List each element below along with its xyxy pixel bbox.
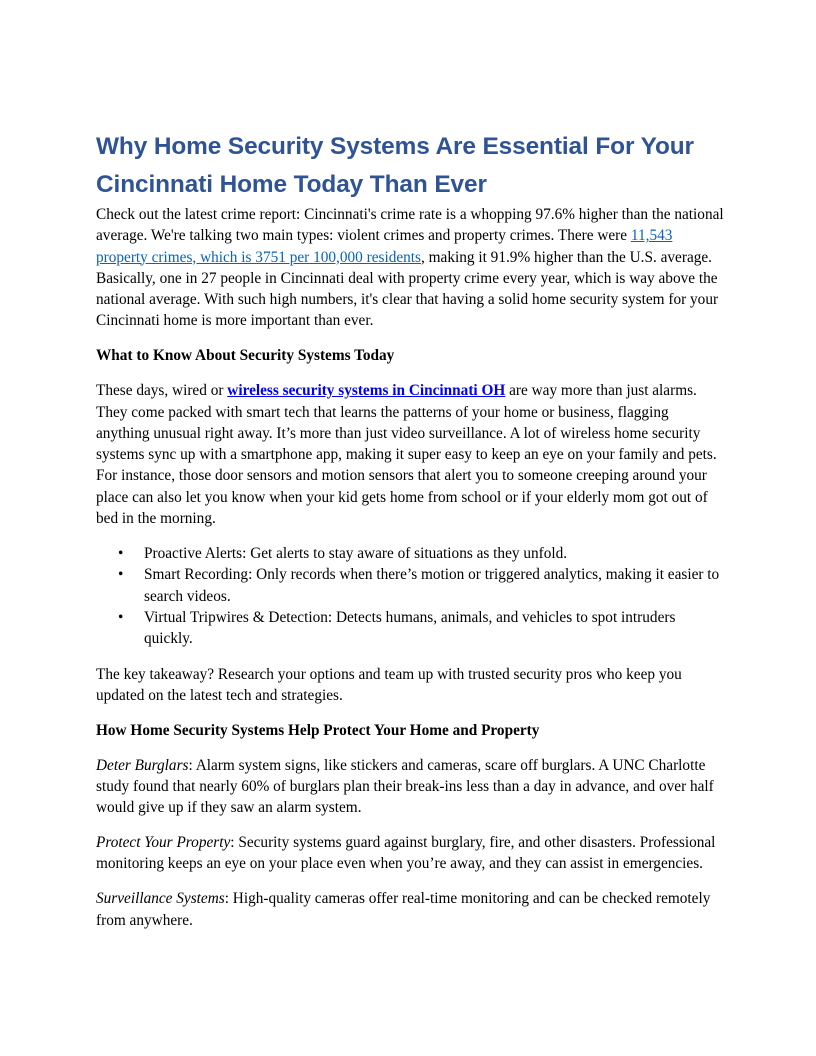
title-line-1: Why Home Security Systems Are Essential For Your — [96, 133, 694, 160]
list-item-text: Proactive Alerts: Get alerts to stay aware of situations as they unfold. — [144, 545, 568, 563]
benefit-paragraph-protect — [96, 832, 724, 875]
section-heading-security-today: What to Know About Security Systems Today — [96, 347, 395, 365]
document-page — [96, 128, 724, 945]
feature-list — [96, 543, 724, 649]
wireless-security-link[interactable]: wireless security systems in Cincinnati OH — [227, 382, 506, 400]
document-title — [96, 128, 724, 204]
list-item-text: Smart Recording: Only records when there’s motion or triggered analytics, making it easier to search videos. — [144, 566, 720, 605]
benefit-term: Surveillance Systems — [96, 890, 225, 908]
security-text-after-link: are way more than just alarms. They come packed with smart tech that learns the patterns of your home or business, flagging anything unusual right away. It’s more than just video surveillance. A lot of wireless home security systems sync up with a smartphone app, making it super easy to keep an eye on your family and pets. For instance, those door sensors and motion sensors that alert you to someone creeping around your place can also let you know when your kid gets home from school or if your elderly mom got out of bed in the morning. — [96, 382, 717, 528]
benefit-paragraph-deter — [96, 755, 724, 819]
list-item — [96, 607, 724, 650]
intro-text-before-link: Check out the latest crime report: Cincinnati's crime rate is a whopping 97.6% higher than the national average. We're talking two main types: violent crimes and property crimes. There were — [96, 206, 724, 245]
benefit-term: Protect Your Property — [96, 834, 231, 852]
crime-stats-link[interactable]: 11,543 property crimes, which is 3751 per 100,000 residents — [96, 227, 673, 266]
takeaway-paragraph: The key takeaway? Research your options and team up with trusted security pros who keep you updated on the latest tech and strategies. — [96, 665, 682, 704]
security-text-before-link: These days, wired or — [96, 382, 228, 400]
list-item — [96, 564, 724, 607]
title-line-2: Cincinnati Home Today Than Ever — [96, 171, 487, 198]
bullet-icon: • — [118, 608, 124, 626]
bullet-icon: • — [118, 566, 124, 584]
benefit-term: Deter Burglars — [96, 756, 189, 774]
list-item-text: Virtual Tripwires & Detection: Detects humans, animals, and vehicles to spot intruders quickly. — [144, 608, 676, 648]
intro-paragraph — [96, 204, 724, 332]
bullet-icon: • — [118, 545, 124, 563]
section-heading-protection: How Home Security Systems Help Protect Your Home and Property — [96, 721, 540, 739]
benefit-text: : Security systems guard against burglary, fire, and other disasters. Professional monitoring keeps an eye on your place even when you’re away, and they can assist in emergencies. — [96, 834, 716, 873]
benefit-paragraph-surveillance — [96, 888, 724, 931]
benefit-text: : Alarm system signs, like stickers and cameras, scare off burglars. A UNC Charlotte study found that nearly 60% of burglars plan their break-ins less than a day in advance, and over half would give up if they saw an alarm system. — [96, 756, 714, 817]
list-item — [96, 543, 724, 564]
benefit-text: : High-quality cameras offer real-time monitoring and can be checked remotely from anywhere. — [96, 890, 711, 929]
security-today-paragraph — [96, 380, 724, 529]
intro-text-after-link: , making it 91.9% higher than the U.S. average. Basically, one in 27 people in Cincinnati deal with property crime every year, which is way above the national average. With such high numbers, it's clear that having a solid home security system for your Cincinnati home is more important than ever. — [96, 248, 719, 330]
